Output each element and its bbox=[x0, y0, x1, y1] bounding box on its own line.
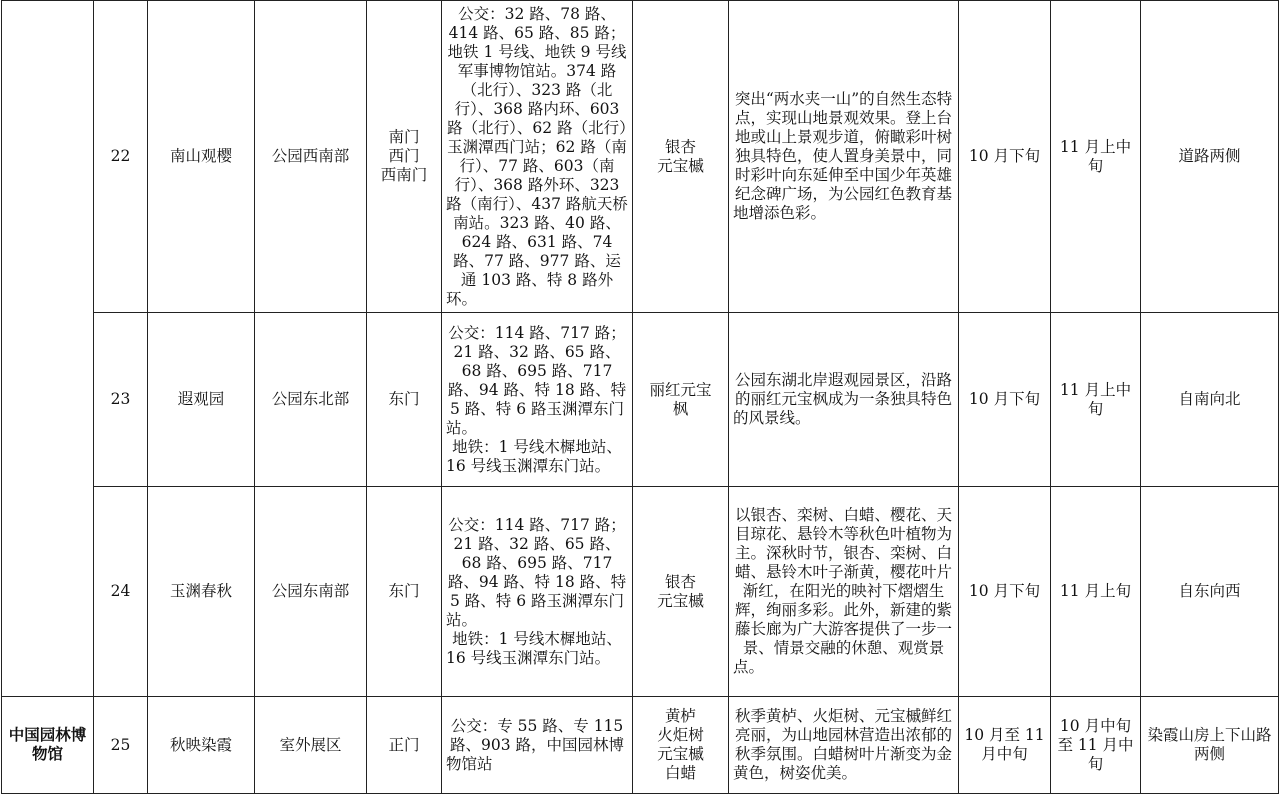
transport-bus: 公交：114 路、717 路；21 路、32 路、65 路、68 路、695 路、717 路、94 路、特 18 路、特 5 路、特 6 路玉渊潭东门站。 bbox=[446, 323, 627, 437]
tree-line: 黄栌 bbox=[664, 707, 696, 725]
venue-name: 中国园林博物馆 bbox=[2, 697, 94, 794]
transport-metro: 地铁：1 号线木樨地站、16 号线玉渊潭东门站。 bbox=[446, 437, 622, 475]
spot-name: 遐观园 bbox=[148, 313, 255, 487]
row-number: 25 bbox=[94, 697, 148, 794]
viewing-peak: 11 月上中旬 bbox=[1051, 313, 1141, 487]
transport-info bbox=[442, 313, 633, 487]
viewing-route: 自东向西 bbox=[1141, 487, 1279, 697]
scenery-description: 以银杏、栾树、白蜡、樱花、天目琼花、悬铃木等秋色叶植物为主。深秋时节，银杏、栾树、白蜡、悬铃木叶子渐黄，樱花叶片渐红，在阳光的映衬下熠熠生辉，绚丽多彩。此外，新建的紫藤长廊为广大游客提供了一步一景、情景交融的休憩、观赏景点。 bbox=[729, 487, 959, 697]
viewing-start: 10 月至 11 月中旬 bbox=[959, 697, 1051, 794]
scenic-spots-table bbox=[1, 0, 1279, 794]
scenery-description: 突出“两水夹一山”的自然生态特点，实现山地景观效果。登上台地或山上景观步道，俯瞰彩叶树独具特色，使人置身美景中，同时彩叶向东延伸至中国少年英雄纪念碑广场，为公园红色教育基地增添色彩。 bbox=[729, 1, 959, 313]
row-number: 24 bbox=[94, 487, 148, 697]
tree-line: 白蜡 bbox=[664, 764, 696, 782]
transport-metro: 地铁：1 号线木樨地站、16 号线玉渊潭东门站。 bbox=[446, 629, 622, 667]
transport-info: 公交：32 路、78 路、414 路、65 路、85 路；地铁 1 号线、地铁 9 号线军事博物馆站。374 路（北行）、323 路（北行）、368 路内环、603 路（北行）、62 路（北行）玉渊潭西门站；62 路（南行）、77 路、603（南行）、368 路外环、323 路（南行）、437 路航天桥南站。323 路、40 路、624 路、631 路、74 路、77 路、977 路、运通 103 路、特 8 路外环。 bbox=[442, 1, 633, 313]
spot-name: 秋映染霞 bbox=[148, 697, 255, 794]
viewing-start: 10 月下旬 bbox=[959, 1, 1051, 313]
tree-line: 元宝槭 bbox=[657, 156, 704, 175]
entrance-gate: 东门 bbox=[367, 487, 442, 697]
tree-species bbox=[633, 313, 729, 487]
tree-line: 银杏 bbox=[664, 137, 696, 156]
spot-location: 公园西南部 bbox=[255, 1, 367, 313]
gate-line: 西门 bbox=[388, 147, 420, 165]
entrance-gate bbox=[367, 1, 442, 313]
venue-cell bbox=[2, 1, 94, 697]
scenery-description: 秋季黄栌、火炬树、元宝槭鲜红亮丽，为山地园林营造出浓郁的秋季氛围。白蜡树叶片渐变为金黄色，树姿优美。 bbox=[729, 697, 959, 794]
tree-line: 元宝槭 bbox=[657, 745, 704, 763]
viewing-route: 自南向北 bbox=[1141, 313, 1279, 487]
viewing-route: 道路两侧 bbox=[1141, 1, 1279, 313]
tree-line: 丽红元宝 bbox=[649, 380, 712, 399]
table-row bbox=[2, 313, 1279, 487]
tree-line: 枫 bbox=[672, 399, 689, 418]
transport-bus: 公交：114 路、717 路；21 路、32 路、65 路、68 路、695 路、717 路、94 路、特 18 路、特 5 路、特 6 路玉渊潭东门站。 bbox=[446, 515, 627, 629]
spot-location: 公园东南部 bbox=[255, 487, 367, 697]
gate-line: 南门 bbox=[388, 128, 420, 146]
tree-species bbox=[633, 697, 729, 794]
tree-line: 银杏 bbox=[664, 572, 696, 591]
spot-location: 公园东北部 bbox=[255, 313, 367, 487]
entrance-gate: 东门 bbox=[367, 313, 442, 487]
viewing-start: 10 月下旬 bbox=[959, 313, 1051, 487]
table-row bbox=[2, 697, 1279, 794]
viewing-start: 10 月下旬 bbox=[959, 487, 1051, 697]
table-row bbox=[2, 1, 1279, 313]
tree-line: 元宝槭 bbox=[657, 591, 704, 610]
tree-species bbox=[633, 1, 729, 313]
tree-line: 火炬树 bbox=[657, 726, 704, 744]
spot-name: 南山观樱 bbox=[148, 1, 255, 313]
viewing-route: 染霞山房上下山路两侧 bbox=[1141, 697, 1279, 794]
transport-info bbox=[442, 487, 633, 697]
viewing-peak: 11 月上旬 bbox=[1051, 487, 1141, 697]
spot-location: 室外展区 bbox=[255, 697, 367, 794]
entrance-gate: 正门 bbox=[367, 697, 442, 794]
viewing-peak: 10 月中旬至 11 月中旬 bbox=[1051, 697, 1141, 794]
row-number: 22 bbox=[94, 1, 148, 313]
row-number: 23 bbox=[94, 313, 148, 487]
gate-line: 西南门 bbox=[380, 166, 428, 184]
table-row bbox=[2, 487, 1279, 697]
spot-name: 玉渊春秋 bbox=[148, 487, 255, 697]
tree-species bbox=[633, 487, 729, 697]
scenery-description: 公园东湖北岸遐观园景区，沿路的丽红元宝枫成为一条独具特色的风景线。 bbox=[729, 313, 959, 487]
viewing-peak: 11 月上中旬 bbox=[1051, 1, 1141, 313]
transport-info: 公交：专 55 路、专 115 路、903 路，中国园林博物馆站 bbox=[442, 697, 633, 794]
